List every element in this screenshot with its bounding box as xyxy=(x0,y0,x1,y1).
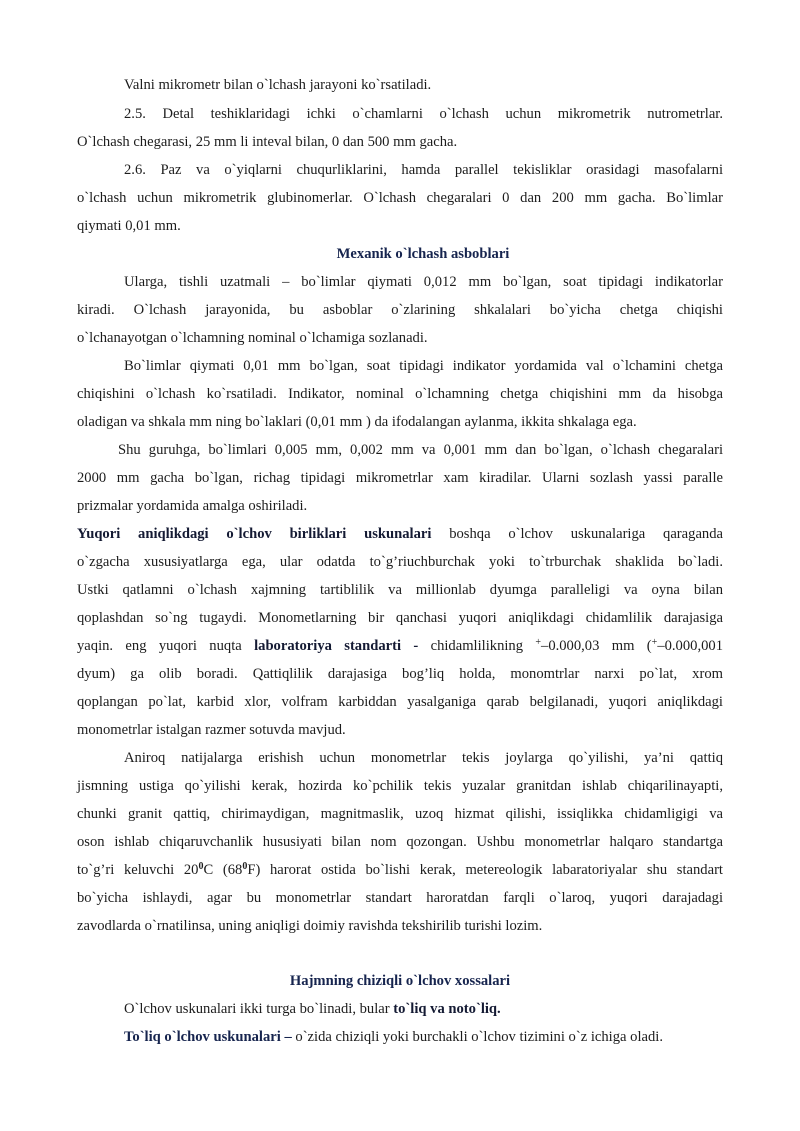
paragraph-aniroq-line-4: oson ishlab chiqaruvchanlik hususiyati bilan nom qozongan. Ushbu monometrlar halqaro standartga xyxy=(77,834,723,850)
paragraph-shu-line-3: prizmalar yordamida amalga oshiriladi. xyxy=(77,498,308,514)
paragraph-toliq-olchov xyxy=(124,1028,663,1046)
paragraph-yuqori-line-4: qoplashdan so`ng tugaydi. Monometlarning bir qanchasi yuqori aniqlikdagi chidamlilik darajasiga xyxy=(77,610,723,626)
paragraph-yuqori-line-5 xyxy=(77,637,723,655)
paragraph-aniroq-line-7: zavodlarda o`rnatilinsa, uning aniqligi doimiy ravishda tekshirilib turishi lozim. xyxy=(77,918,543,934)
paragraph-bolimlar-line-2: chiqishini o`lchash ko`rsatiladi. Indikator, nominal o`lchamning chetga chiqishini mm da hisobga xyxy=(77,386,723,402)
text-span: –0.000,03 mm ( xyxy=(541,638,652,654)
paragraph-olchov-uskunalari xyxy=(124,1000,501,1018)
text-span: chidamlilikning xyxy=(418,638,536,654)
paragraph-2-5-line-2: O`lchash chegarasi, 25 mm li inteval bilan, 0 dan 500 mm gacha. xyxy=(77,134,458,150)
plus-minus-mark: + xyxy=(651,637,658,648)
paragraph-yuqori-line-2: o`zgacha xususiyatlarga ega, ular odatda to`g’riuchburchak yoki to`trburchak shaklida bo`ladi. xyxy=(77,554,723,570)
paragraph-aniroq-line-6: bo`yicha ishlaydi, agar bu monometrlar standart haroratdan farqli o`laroq, yuqori darajadagi xyxy=(77,890,723,906)
bold-term-toliq-olchov: To`liq o`lchov uskunalari – xyxy=(124,1029,292,1045)
text-span: C (68 xyxy=(203,862,243,878)
heading-hajmning: Hajmning chiziqli o`lchov xossalari xyxy=(289,973,511,989)
text-span: F) harorat ostida bo`lishi kerak, metereologik labaratoriyalar shu standart xyxy=(247,862,723,878)
paragraph-bolimlar-line-3: oladigan va shkala mm ning bo`laklari (0,01 mm ) da ifodalangan aylanma, ikkita shkalaga ega. xyxy=(77,414,637,430)
text-line: Valni mikrometr bilan o`lchash jarayoni ko`rsatiladi. xyxy=(124,77,432,93)
paragraph-aniroq-line-1: Aniroq natijalarga erishish uchun monometrlar tekis joylarga qo`yilishi, ya’ni qattiq xyxy=(124,750,723,766)
text-span: to`g’ri keluvchi 20 xyxy=(77,862,199,878)
paragraph-aniroq-line-5 xyxy=(77,861,723,879)
degree-mark: 0 xyxy=(198,861,204,872)
paragraph-shu-line-1: Shu guruhga, bo`limlari 0,005 mm, 0,002 mm va 0,001 mm dan bo`lgan, o`lchash chegaralari xyxy=(118,442,723,458)
paragraph-yuqori-line-3: Ustki qatlamni o`lchash xajmning tartiblilik va millionlab dyumga paralleligi va oyna bilan xyxy=(77,582,723,598)
degree-mark: 0 xyxy=(242,861,248,872)
text-span: o`zida chiziqli yoki burchakli o`lchov tizimini o`z ichiga oladi. xyxy=(291,1029,663,1045)
heading-mexanik: Mexanik o`lchash asboblari xyxy=(336,246,510,262)
paragraph-ularga-line-1: Ularga, tishli uzatmali – bo`limlar qiymati 0,012 mm bo`lgan, soat tipidagi indikatorlar xyxy=(124,274,723,290)
paragraph-shu-line-2: 2000 mm gacha bo`lgan, richag tipidagi mikrometrlar xam kiradilar. Ularni sozlash yassi paralle xyxy=(77,470,723,486)
paragraph-2-5-line-1: 2.5. Detal teshiklaridagi ichki o`chamlarni o`lchash uchun mikrometrik nutrometrlar. xyxy=(124,106,723,122)
paragraph-2-6-line-3: qiymati 0,01 mm. xyxy=(77,218,181,234)
paragraph-aniroq-line-2: jismning ustiga qo`yilishi kerak, hozirda ko`pchilik tekis yuzalar granitdan ishlab chiqarilinayapti, xyxy=(77,778,723,794)
bold-term-yuqori: Yuqori aniqlikdagi o`lchov birliklari uskunalari xyxy=(77,526,432,542)
text-span: –0.000,001 xyxy=(657,638,723,654)
paragraph-yuqori-line-7: qoplangan po`lat, karbid xlor, volfram karbiddan yasalganiga qarab belgilanadi, yuqori aniqlikdagi xyxy=(77,694,723,710)
text-span: O`lchov uskunalari ikki turga bo`linadi, bular xyxy=(124,1001,394,1017)
paragraph-aniroq-line-3: chunki granit qattiq, chirimaydigan, magnitmaslik, uzoq hizmat qilishi, issiqlikka chidamligigi va xyxy=(77,806,723,822)
bold-term-laboratoriya: laboratoriya standarti - xyxy=(254,638,419,654)
bold-term-toliq-notoliq: to`liq va noto`liq. xyxy=(393,1001,501,1017)
text-span: yaqin. eng yuqori nuqta xyxy=(77,638,255,654)
plus-minus-mark: + xyxy=(535,637,542,648)
paragraph-ularga-line-2: kiradi. O`lchash jarayonida, bu asboblar o`zlarining shkalalari bo`yicha chetga chiqishi xyxy=(77,302,723,318)
paragraph-2-6-line-2: o`lchash uchun mikrometrik glubinomerlar. O`lchash chegaralari 0 dan 200 mm gacha. Bo`limlar xyxy=(77,190,723,206)
paragraph-yuqori-line-6: dyum) ga olib boradi. Qattiqlilik darajasiga bog’liq holda, monomtrlar narxi po`lat, xrom xyxy=(77,666,723,682)
paragraph-bolimlar-line-1: Bo`limlar qiymati 0,01 mm bo`lgan, soat tipidagi indikator yordamida val o`lchamini chetga xyxy=(124,358,723,374)
paragraph-ularga-line-3: o`lchanayotgan o`lchamning nominal o`lchamiga sozlanadi. xyxy=(77,330,428,346)
paragraph-valni xyxy=(124,76,431,94)
paragraph-yuqori-line-1 xyxy=(77,525,723,543)
paragraph-yuqori-line-8: monometrlar istalgan razmer sotuvda mavjud. xyxy=(77,722,346,738)
paragraph-2-6-line-1: 2.6. Paz va o`yiqlarni chuqurliklarini, hamda parallel tekisliklar orasidagi masofalarni xyxy=(124,162,723,178)
text-span: boshqa o`lchov uskunalariga qaraganda xyxy=(431,526,723,542)
